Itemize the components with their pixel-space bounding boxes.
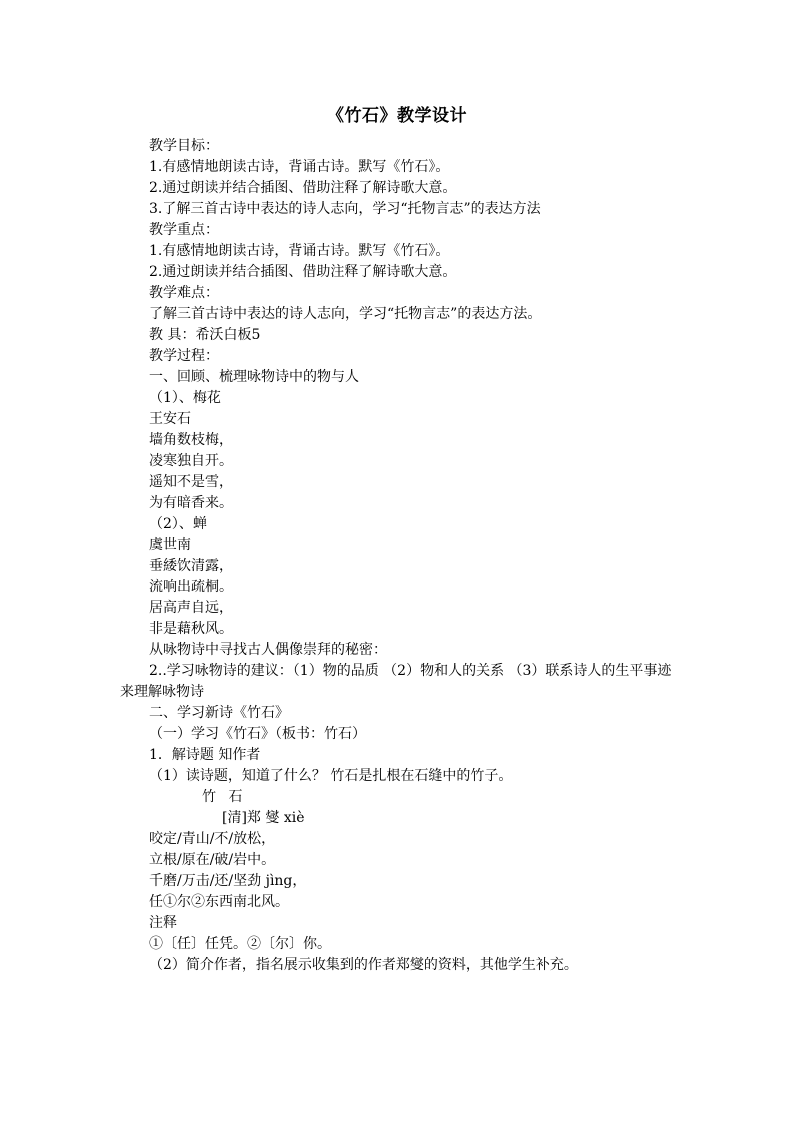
poem-line: 为有暗香来。 — [149, 495, 233, 511]
teaching-tools: 教 具：希沃白板5 — [149, 327, 261, 343]
poem-line: 非是藉秋风。 — [149, 621, 233, 637]
poem-line: 墙角数枝梅， — [149, 432, 233, 448]
poem-heading-cicada: （2）、蝉 — [149, 516, 207, 532]
objective-item: 1.有感情地朗读古诗，背诵古诗。默写《竹石》。 — [149, 159, 450, 175]
process-part-one: 一、回顾、梳理咏物诗中的物与人 — [149, 369, 359, 385]
key-point-item: 1.有感情地朗读古诗，背诵古诗。默写《竹石》。 — [149, 243, 450, 259]
step-item: （2）简介作者，指名展示收集到的作者郑燮的资料，其他学生补充。 — [149, 957, 578, 973]
subsection-heading: （一）学习《竹石》（板书：竹石） — [149, 726, 366, 742]
step-heading: 1．解诗题 知作者 — [149, 747, 261, 763]
poem-title-zhushi: 竹 石 — [202, 789, 247, 805]
poem-line: 凌寒独自开。 — [149, 453, 233, 469]
step-item: （1）读诗题，知道了什么？ 竹石是扎根在石缝中的竹子。 — [149, 768, 513, 784]
poem-line: 立根/原在/破/岩中。 — [149, 852, 276, 868]
difficulty-item: 了解三首古诗中表达的诗人志向，学习“托物言志”的表达方法。 — [149, 306, 542, 322]
key-point-item: 2.通过朗读并结合插图、借助注释了解诗歌大意。 — [149, 264, 457, 280]
reading-suggestions: 2..学习咏物诗的建议：（1）物的品质 （2）物和人的关系 （3）联系诗人的生平事迹来理解咏物诗 — [120, 663, 672, 700]
poem-line: 千磨/万击/还/坚劲 jìng， — [149, 873, 307, 889]
section-heading-key-points: 教学重点： — [149, 222, 219, 238]
document-title: 《竹石》教学设计 — [327, 106, 467, 126]
document-body — [120, 136, 680, 976]
poem-line: 垂緌饮清露， — [149, 558, 233, 574]
section-heading-process: 教学过程： — [149, 348, 219, 364]
annotation-item: ①〔任〕任凭。②〔尔〕你。 — [149, 936, 331, 952]
section-heading-difficulties: 教学难点： — [149, 285, 219, 301]
process-part-two: 二、学习新诗《竹石》 — [149, 705, 289, 721]
poem-line: 居高声自远， — [149, 600, 233, 616]
poem-author: 王安石 — [149, 411, 191, 427]
objective-item: 2.通过朗读并结合插图、借助注释了解诗歌大意。 — [149, 180, 457, 196]
poem-line: 流响出疏桐。 — [149, 579, 233, 595]
poem-author-zhengxie: [清]郑 燮 xiè — [222, 810, 305, 826]
poem-author: 虞世南 — [149, 537, 191, 553]
objective-item: 3.了解三首古诗中表达的诗人志向，学习“托物言志”的表达方法 — [149, 201, 541, 217]
poem-line: 任①尔②东西南北风。 — [149, 894, 289, 910]
paragraph: 从咏物诗中寻找古人偶像崇拜的秘密： — [149, 642, 387, 658]
poem-line: 咬定/青山/不/放松， — [149, 831, 276, 847]
section-heading-objectives: 教学目标： — [149, 138, 219, 154]
poem-heading-plum: （1）、梅花 — [149, 390, 221, 406]
poem-line: 遥知不是雪， — [149, 474, 233, 490]
paragraph-wrapped — [120, 661, 680, 703]
annotation-heading: 注释 — [149, 915, 177, 931]
